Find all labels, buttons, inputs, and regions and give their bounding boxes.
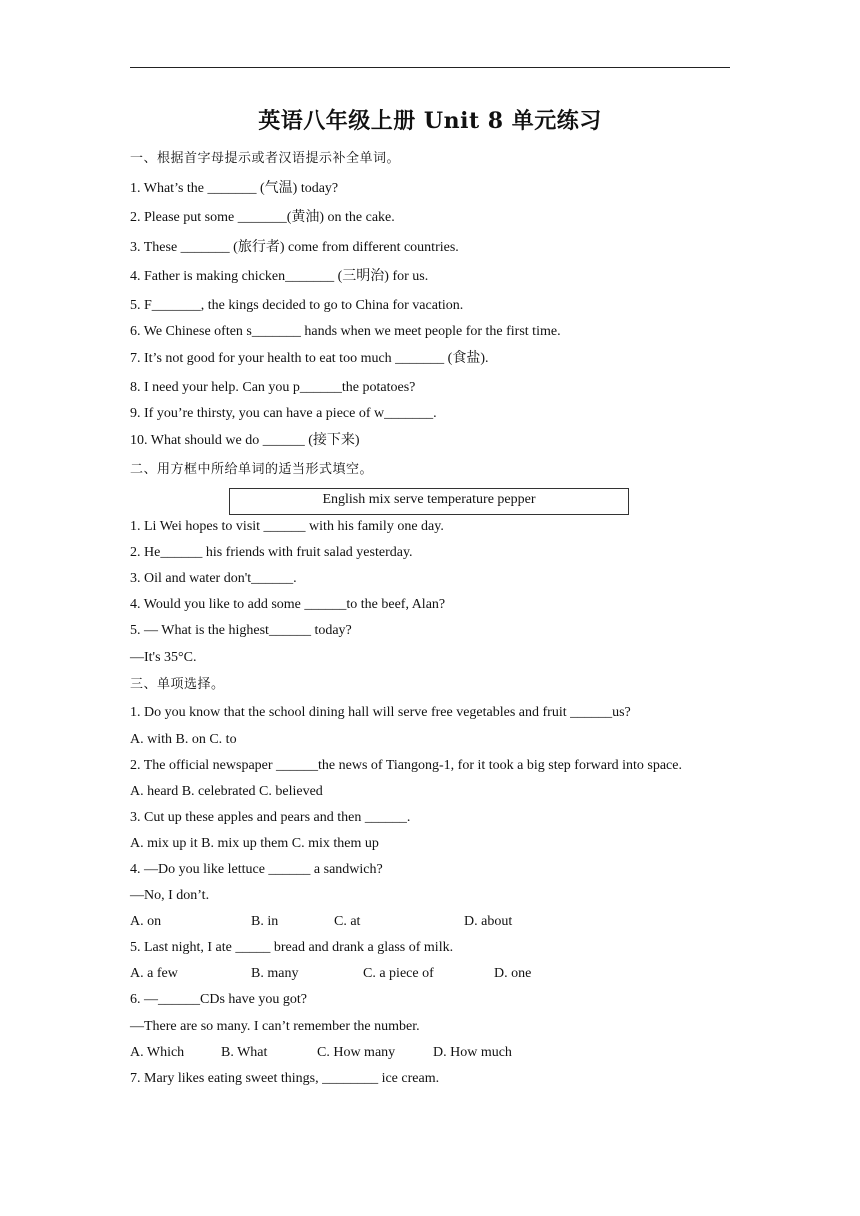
s3-q1: 1. Do you know that the school dining hall will serve free vegetables and fruit ______us? [130,705,631,720]
s1-item-3: 3. These _______ (旅行者) come from different countries. [130,240,459,255]
s3-q3-options: A. mix up it B. mix up them C. mix them up [130,836,379,851]
s3-q6: 6. —______CDs have you got? [130,992,307,1007]
s3-q6-option-c: C. How many [317,1045,396,1060]
s1-item-10: 10. What should we do ______ (接下来) [130,433,360,448]
s2-item-3: 3. Oil and water don't______. [130,571,297,586]
s3-q1-options: A. with B. on C. to [130,732,237,747]
s3-q4-option-b: B. in [251,914,279,929]
s1-item-5: 5. F_______, the kings decided to go to China for vacation. [130,298,464,313]
s2-item-2: 2. He______ his friends with fruit salad yesterday. [130,545,413,560]
s1-item-6: 6. We Chinese often s_______ hands when we meet people for the first time. [130,324,561,339]
s2-item-4: 4. Would you like to add some ______to the beef, Alan? [130,597,446,612]
s3-q6-reply: —There are so many. I can’t remember the number. [130,1019,420,1034]
s3-q5-option-d: D. one [494,966,532,981]
word-box: English mix serve temperature pepper [229,488,629,515]
s1-item-4: 4. Father is making chicken_______ (三明治) for us. [130,269,429,284]
section-3-heading: 三、单项选择。 [130,677,225,692]
s1-item-2: 2. Please put some _______(黄油) on the cake. [130,210,395,225]
s1-item-8: 8. I need your help. Can you p______the potatoes? [130,380,416,395]
s1-item-1: 1. What’s the _______ (气温) today? [130,181,339,196]
s3-q4-option-a: A. on [130,914,162,929]
s3-q2-options: A. heard B. celebrated C. believed [130,784,323,799]
section-2-heading: 二、用方框中所给单词的适当形式填空。 [130,462,374,477]
header-rule [130,67,730,68]
s3-q5-option-a: A. a few [130,966,178,981]
s3-q5-option-b: B. many [251,966,299,981]
s2-item-5-answer: —It's 35°C. [130,650,197,665]
s3-q4-option-d: D. about [464,914,513,929]
s1-item-9: 9. If you’re thirsty, you can have a piece of w_______. [130,406,437,421]
s3-q6-option-a: A. Which [130,1045,185,1060]
s3-q4-reply: —No, I don’t. [130,888,210,903]
s3-q7: 7. Mary likes eating sweet things, ________ ice cream. [130,1071,440,1086]
s2-item-1: 1. Li Wei hopes to visit ______ with his family one day. [130,519,444,534]
s3-q4-option-c: C. at [334,914,361,929]
s1-item-7: 7. It’s not good for your health to eat too much _______ (食盐). [130,351,489,366]
s2-item-5: 5. — What is the highest______ today? [130,623,352,638]
s3-q2: 2. The official newspaper ______the news of Tiangong-1, for it took a big step forward into space. [130,758,682,773]
s3-q6-option-d: D. How much [433,1045,512,1060]
section-1-heading: 一、根据首字母提示或者汉语提示补全单词。 [130,151,401,166]
s3-q6-option-b: B. What [221,1045,268,1060]
page-title: 英语八年级上册 Unit 8 单元练习 [258,108,602,134]
s3-q5: 5. Last night, I ate _____ bread and drank a glass of milk. [130,940,454,955]
s3-q5-option-c: C. a piece of [363,966,434,981]
s3-q3: 3. Cut up these apples and pears and then ______. [130,810,411,825]
s3-q4: 4. —Do you like lettuce ______ a sandwich? [130,862,383,877]
